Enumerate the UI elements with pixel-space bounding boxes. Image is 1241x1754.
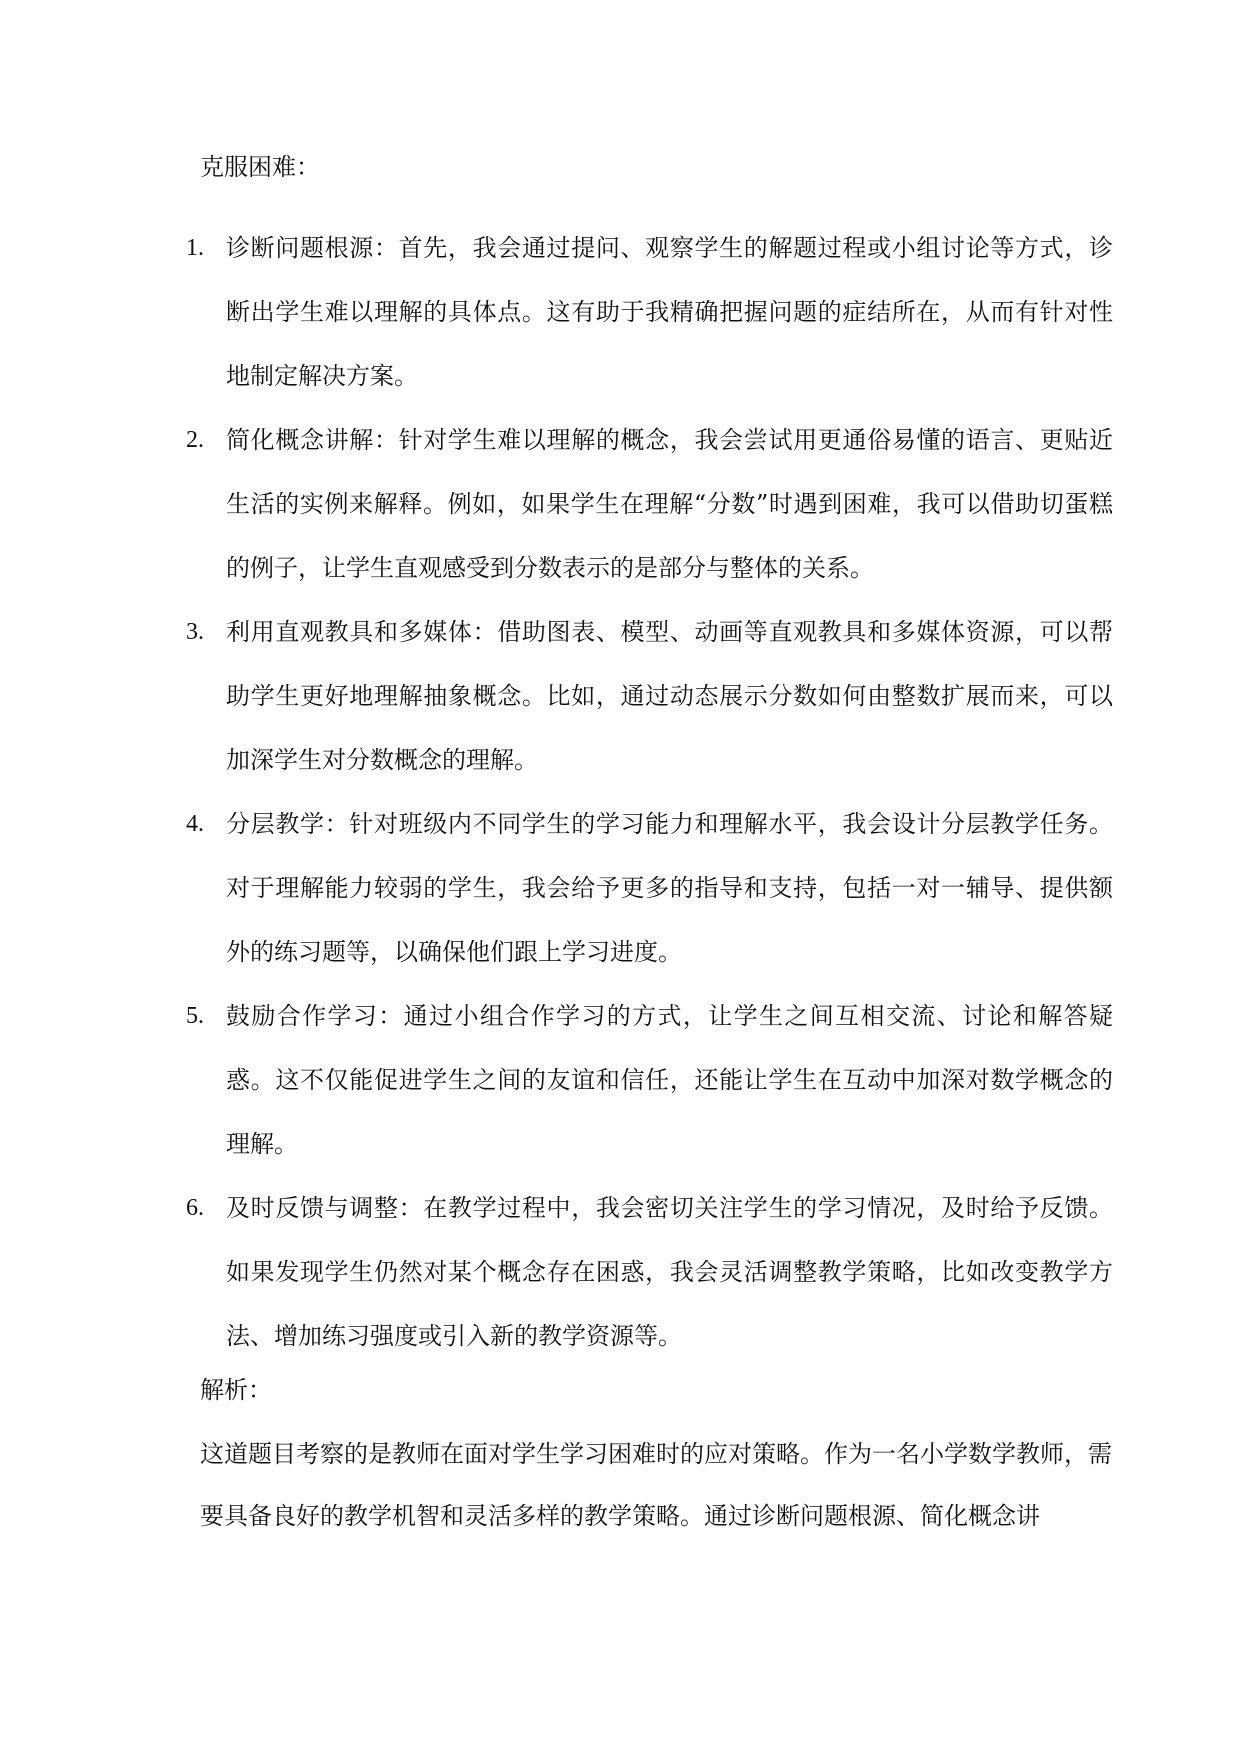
list-item-number: 1. [186, 235, 204, 261]
list-item-text: 分层教学：针对班级内不同学生的学习能力和理解水平，我会设计分层教学任务。对于理解能力较弱的学生，我会给予更多的指导和支持，包括一对一辅导、提供额外的练习题等，以确保他们跟上学习进度。 [226, 810, 1113, 966]
analysis-paragraph: 这道题目考察的是教师在面对学生学习困难时的应对策略。作为一名小学数学教师，需要具备良好的教学机智和灵活多样的教学策略。通过诊断问题根源、简化概念讲 [200, 1440, 1112, 1530]
list-item-number: 6. [186, 1195, 204, 1221]
list-item-text: 简化概念讲解：针对学生难以理解的概念，我会尝试用更通俗易懂的语言、更贴近生活的实例来解释。例如，如果学生在理解“分数”时遇到困难，我可以借助切蛋糕的例子，让学生直观感受到分数表示的是部分与整体的关系。 [226, 426, 1113, 582]
list-item-number: 2. [186, 427, 204, 453]
list-item-number: 3. [186, 619, 204, 645]
list-item [0, 600, 1241, 792]
list-item-text: 鼓励合作学习：通过小组合作学习的方式，让学生之间互相交流、讨论和解答疑惑。这不仅能促进学生之间的友谊和信任，还能让学生在互动中加深对数学概念的理解。 [226, 1002, 1113, 1158]
list-item-text: 诊断问题根源：首先，我会通过提问、观察学生的解题过程或小组讨论等方式，诊断出学生难以理解的具体点。这有助于我精确把握问题的症结所在，从而有针对性地制定解决方案。 [226, 234, 1113, 390]
list-item-text: 利用直观教具和多媒体：借助图表、模型、动画等直观教具和多媒体资源，可以帮助学生更好地理解抽象概念。比如，通过动态展示分数如何由整数扩展而来，可以加深学生对分数概念的理解。 [226, 618, 1113, 774]
analysis-label: 解析： [200, 1376, 272, 1404]
list-item-number: 5. [186, 1003, 204, 1029]
list-item-text: 及时反馈与调整：在教学过程中，我会密切关注学生的学习情况，及时给予反馈。如果发现学生仍然对某个概念存在困惑，我会灵活调整教学策略，比如改变教学方法、增加练习强度或引入新的教学资源等。 [226, 1194, 1113, 1350]
list-item [0, 408, 1241, 600]
list-item [0, 1176, 1241, 1368]
list-item [0, 792, 1241, 984]
strategy-list [0, 216, 1241, 1368]
list-item-number: 4. [186, 811, 204, 837]
list-item [0, 216, 1241, 408]
list-item [0, 984, 1241, 1176]
section-heading: 克服困难： [200, 153, 320, 181]
